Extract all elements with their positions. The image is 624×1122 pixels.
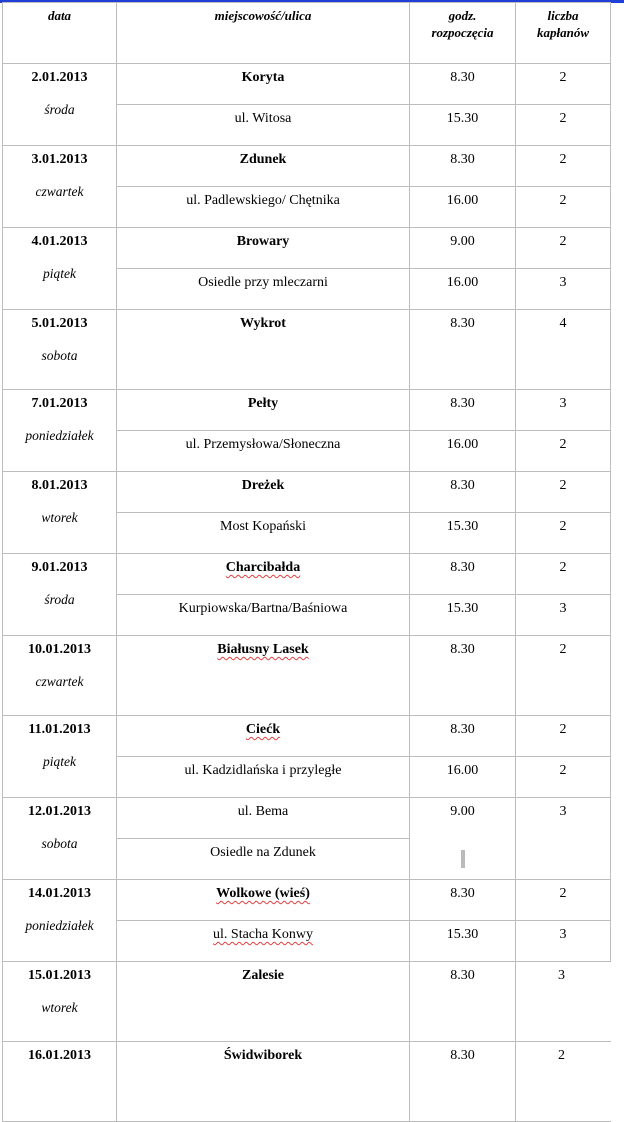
table-row xyxy=(3,962,611,1042)
weekday-value: czwartek xyxy=(35,674,84,689)
date-value: 9.01.2013 xyxy=(31,560,88,575)
place-name: Ciećk xyxy=(245,722,281,737)
time-value: 8.30 xyxy=(450,1048,475,1063)
header-priests-line1: liczba xyxy=(547,8,579,23)
place-cell xyxy=(117,146,410,187)
time-value: 9.00 xyxy=(450,234,475,249)
place-name: ul. Padlewskiego/ Chętnika xyxy=(186,193,340,208)
schedule-table xyxy=(2,2,611,1122)
place-cell xyxy=(117,798,410,839)
weekday-value: piątek xyxy=(43,754,76,769)
date-cell xyxy=(3,636,117,716)
date-value: 8.01.2013 xyxy=(31,478,88,493)
date-value: 15.01.2013 xyxy=(28,968,91,983)
place-name: Pełty xyxy=(247,396,279,411)
priests-value: 3 xyxy=(558,968,565,983)
place-name: Świdwiborek xyxy=(223,1048,303,1063)
place-name: ul. Witosa xyxy=(234,111,292,126)
table-row xyxy=(3,554,611,595)
time-cell xyxy=(410,880,516,921)
priests-value: 2 xyxy=(559,152,567,167)
header-place: miejscowość/ulica xyxy=(117,3,410,64)
time-value: 8.30 xyxy=(450,560,475,575)
priests-cell xyxy=(516,64,611,105)
weekday-value: środa xyxy=(44,592,75,607)
date-cell xyxy=(3,310,117,390)
table-row xyxy=(3,146,611,187)
time-cell xyxy=(410,921,516,962)
date-value: 11.01.2013 xyxy=(28,722,91,737)
time-value: 15.30 xyxy=(446,519,479,534)
time-cell xyxy=(410,716,516,757)
place-cell xyxy=(117,269,410,310)
priests-value: 4 xyxy=(559,316,567,331)
priests-cell xyxy=(516,310,611,390)
time-value: 8.30 xyxy=(450,478,475,493)
priests-cell xyxy=(516,1042,611,1122)
place-cell xyxy=(117,228,410,269)
date-cell xyxy=(3,146,117,228)
place-cell xyxy=(117,310,410,390)
place-name: ul. Bema xyxy=(237,804,289,819)
place-cell xyxy=(117,431,410,472)
table-row xyxy=(3,716,611,757)
time-value: 16.00 xyxy=(446,193,479,208)
table-row xyxy=(3,310,611,390)
place-name: Osiedle przy mleczarni xyxy=(198,275,328,290)
place-cell xyxy=(117,636,410,716)
priests-value: 3 xyxy=(559,396,567,411)
time-value: 8.30 xyxy=(450,642,475,657)
place-cell xyxy=(117,921,410,962)
header-date: data xyxy=(3,3,117,64)
header-time-line1: godz. xyxy=(448,8,477,23)
priests-value: 2 xyxy=(559,478,567,493)
weekday-value: sobota xyxy=(41,836,78,851)
date-value: 5.01.2013 xyxy=(31,316,88,331)
time-cell xyxy=(410,636,516,716)
priests-value: 2 xyxy=(559,234,567,249)
date-value: 7.01.2013 xyxy=(31,396,88,411)
place-cell xyxy=(117,513,410,554)
table-row xyxy=(3,64,611,105)
priests-value: 2 xyxy=(559,886,567,901)
priests-cell xyxy=(516,431,611,472)
place-name: Wolkowe (wieś) xyxy=(216,886,310,901)
time-value: 15.30 xyxy=(446,927,479,942)
priests-value: 3 xyxy=(559,275,567,290)
priests-value: 2 xyxy=(559,437,567,452)
place-cell xyxy=(117,880,410,921)
priests-cell xyxy=(516,757,611,798)
time-value: 16.00 xyxy=(446,437,479,452)
priests-cell xyxy=(516,187,611,228)
place-cell xyxy=(117,962,410,1042)
date-value: 10.01.2013 xyxy=(28,642,91,657)
priests-cell xyxy=(516,595,611,636)
weekday-value: poniedziałek xyxy=(25,428,94,443)
table-row xyxy=(3,390,611,431)
time-cell xyxy=(410,962,516,1042)
weekday-value: czwartek xyxy=(35,184,84,199)
place-cell xyxy=(117,839,410,880)
place-cell xyxy=(117,757,410,798)
time-cell xyxy=(410,64,516,105)
header-time xyxy=(410,3,516,64)
time-cell xyxy=(410,146,516,187)
time-value: 15.30 xyxy=(446,111,479,126)
date-cell xyxy=(3,1042,117,1122)
time-cell xyxy=(410,187,516,228)
priests-value: 2 xyxy=(559,642,567,657)
priests-value: 2 xyxy=(559,560,567,575)
time-value: 8.30 xyxy=(450,70,475,85)
priests-cell xyxy=(516,269,611,310)
table-row xyxy=(3,1042,611,1122)
place-name: Koryta xyxy=(241,70,285,85)
place-cell xyxy=(117,187,410,228)
weekday-value: środa xyxy=(44,102,75,117)
time-cell xyxy=(410,228,516,269)
schedule-body xyxy=(3,64,611,1122)
place-name: ul. Przemysłowa/Słoneczna xyxy=(185,437,341,452)
time-cell xyxy=(410,513,516,554)
weekday-value: wtorek xyxy=(41,1000,78,1015)
weekday-value: poniedziałek xyxy=(25,918,94,933)
table-row xyxy=(3,798,611,839)
place-cell xyxy=(117,716,410,757)
date-cell xyxy=(3,64,117,146)
priests-cell xyxy=(516,962,611,1042)
priests-cell xyxy=(516,554,611,595)
place-name: ul. Kadzidlańska i przyległe xyxy=(184,763,342,778)
priests-cell xyxy=(516,880,611,921)
priests-cell xyxy=(516,636,611,716)
time-cell xyxy=(410,554,516,595)
place-name: Charcibałda xyxy=(225,560,301,575)
time-value: 16.00 xyxy=(446,275,479,290)
priests-value: 3 xyxy=(559,927,567,942)
header-row xyxy=(3,3,611,64)
header-priests-line2: kapłanów xyxy=(536,25,589,40)
place-name: Dreżek xyxy=(241,478,285,493)
place-cell xyxy=(117,390,410,431)
priests-value: 2 xyxy=(559,111,567,126)
header-priests xyxy=(516,3,611,64)
priests-cell xyxy=(516,228,611,269)
time-value: 15.30 xyxy=(446,601,479,616)
date-value: 2.01.2013 xyxy=(31,70,88,85)
place-cell xyxy=(117,105,410,146)
place-name: ul. Stacha Konwy xyxy=(213,927,313,942)
time-value: 8.30 xyxy=(450,722,475,737)
place-cell xyxy=(117,595,410,636)
priests-value: 3 xyxy=(559,601,567,616)
priests-value: 2 xyxy=(558,1048,565,1063)
table-row xyxy=(3,228,611,269)
header-time-line2: rozpoczęcia xyxy=(431,25,494,40)
date-cell xyxy=(3,390,117,472)
weekday-value: piątek xyxy=(43,266,76,281)
priests-cell xyxy=(516,798,611,880)
date-cell xyxy=(3,880,117,962)
place-cell xyxy=(117,472,410,513)
place-name: Most Kopański xyxy=(220,519,306,534)
place-name: Zdunek xyxy=(239,152,287,167)
priests-value: 3 xyxy=(559,804,567,819)
priests-value: 2 xyxy=(559,70,567,85)
table-row xyxy=(3,880,611,921)
time-value: 16.00 xyxy=(446,763,479,778)
date-cell xyxy=(3,554,117,636)
priests-cell xyxy=(516,472,611,513)
time-cell xyxy=(410,310,516,390)
priests-cell xyxy=(516,390,611,431)
time-cell xyxy=(410,1042,516,1122)
cursor-mark xyxy=(461,850,465,868)
time-value: 8.30 xyxy=(450,968,475,983)
place-name: Osiedle na Zdunek xyxy=(210,845,316,860)
priests-cell xyxy=(516,105,611,146)
priests-cell xyxy=(516,716,611,757)
time-value: 8.30 xyxy=(450,152,475,167)
priests-value: 2 xyxy=(559,193,567,208)
date-cell xyxy=(3,228,117,310)
date-value: 14.01.2013 xyxy=(28,886,91,901)
place-cell xyxy=(117,1042,410,1122)
time-value: 8.30 xyxy=(450,886,475,901)
place-name: Białusny Lasek xyxy=(217,642,309,657)
time-cell xyxy=(410,105,516,146)
place-cell xyxy=(117,64,410,105)
date-value: 12.01.2013 xyxy=(28,804,91,819)
time-cell xyxy=(410,390,516,431)
weekday-value: wtorek xyxy=(41,510,78,525)
date-value: 4.01.2013 xyxy=(31,234,88,249)
priests-cell xyxy=(516,513,611,554)
place-name: Wykrot xyxy=(240,316,286,331)
time-value: 8.30 xyxy=(450,396,475,411)
date-cell xyxy=(3,472,117,554)
date-value: 16.01.2013 xyxy=(28,1048,91,1063)
date-cell xyxy=(3,798,117,880)
priests-cell xyxy=(516,146,611,187)
place-name: Browary xyxy=(236,234,290,249)
place-cell xyxy=(117,554,410,595)
time-cell xyxy=(410,595,516,636)
priests-value: 2 xyxy=(559,763,567,778)
time-value: 9.00 xyxy=(450,804,475,819)
table-row xyxy=(3,636,611,716)
place-name: Kurpiowska/Bartna/Baśniowa xyxy=(178,601,348,616)
time-cell xyxy=(410,798,516,880)
priests-value: 2 xyxy=(559,722,567,737)
priests-cell xyxy=(516,921,611,962)
date-cell xyxy=(3,716,117,798)
place-name: Zalesie xyxy=(242,968,284,983)
date-cell xyxy=(3,962,117,1042)
time-cell xyxy=(410,431,516,472)
weekday-value: sobota xyxy=(41,348,78,363)
date-value: 3.01.2013 xyxy=(31,152,88,167)
time-value: 8.30 xyxy=(450,316,475,331)
priests-value: 2 xyxy=(559,519,567,534)
time-cell xyxy=(410,757,516,798)
time-cell xyxy=(410,269,516,310)
time-cell xyxy=(410,472,516,513)
table-row xyxy=(3,472,611,513)
